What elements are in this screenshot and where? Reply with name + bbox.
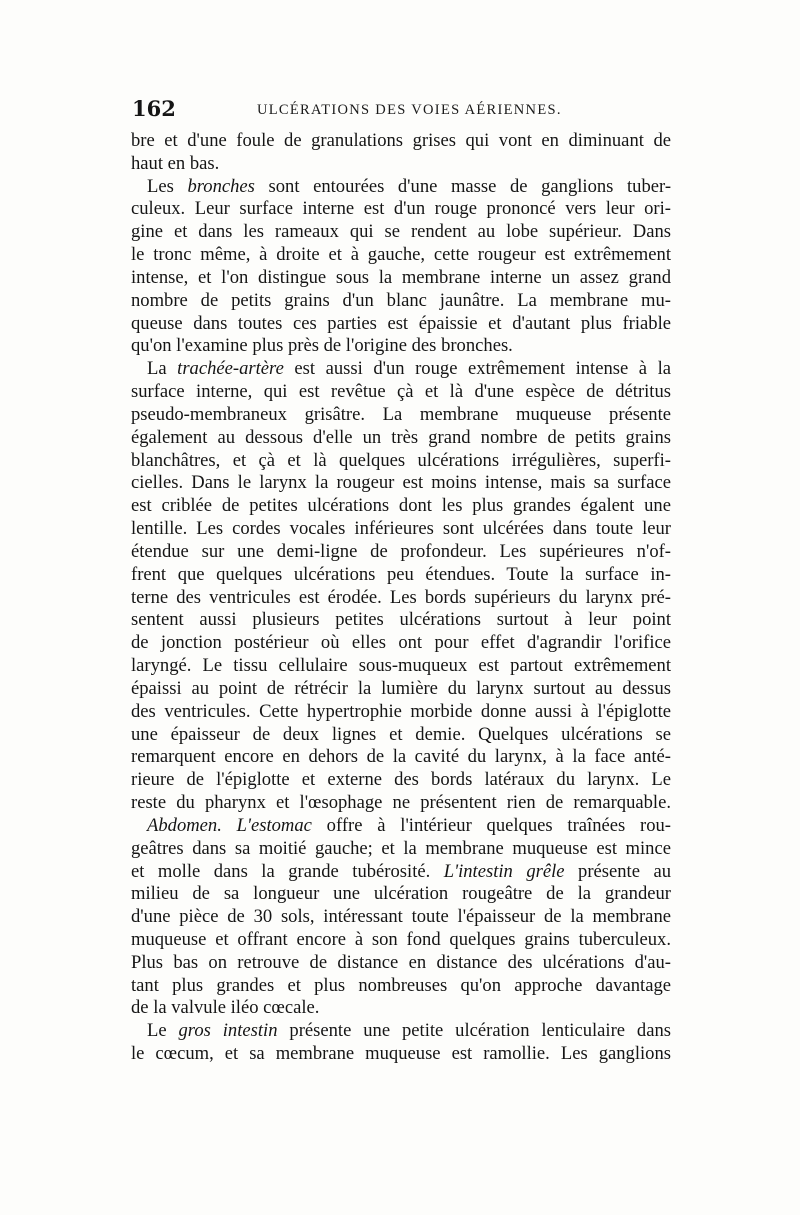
text-line: étendue sur une demi-ligne de profondeur. Les supérieures n'of- [131,540,671,562]
text-line: sentent aussi plusieurs petites ulcérations surtout à leur point [131,609,671,631]
italic-term: L'intestin grêle [443,860,565,882]
text-line: gine et dans les rameaux qui se rendent au lobe supérieur. Dans [131,221,671,243]
text-line: reste du pharynx et l'œsophage ne présentent rien de remarquable. [131,792,671,814]
text-line: terne des ventricules est érodée. Les bords supérieurs du larynx pré- [131,586,671,608]
text-line: lentille. Les cordes vocales inférieures sont ulcérées dans toute leur [131,518,671,540]
text-line: surface interne, qui est revêtue çà et là d'une espèce de détritus [131,381,671,403]
text-line: de jonction postérieur où elles ont pour effet d'agrandir l'orifice [131,632,671,654]
text-line: Abdomen. L'estomac offre à l'intérieur quelques traînées rou- [147,814,671,836]
body-text [131,130,671,1066]
text-line: milieu de sa longueur une ulcération rougeâtre de la grandeur [131,883,671,905]
text-line: culeux. Leur surface interne est d'un rouge prononcé vers leur ori- [131,198,671,220]
text-line: haut en bas. [131,152,220,174]
text-line: Les bronches sont entourées d'une masse de ganglions tuber- [147,175,672,197]
italic-term: trachée-artère [177,358,284,380]
text-line: des ventricules. Cette hypertrophie morbide donne aussi à l'épiglotte [131,700,671,722]
text-line: et molle dans la grande tubérosité. L'intestin grêle présente au [131,860,672,882]
text-line: pseudo-membraneux grisâtre. La membrane muqueuse présente [131,403,671,425]
text-line: bre et d'une foule de granulations grises qui vont en diminuant de [131,130,671,151]
running-title: ULCÉRATIONS DES VOIES AÉRIENNES. [257,102,562,118]
italic-term: bronches [187,175,255,197]
text-line: frent que quelques ulcérations peu étendues. Toute la surface in- [131,563,671,585]
text-line: une épaisseur de deux lignes et demie. Quelques ulcérations se [131,723,671,745]
text-line: le cœcum, et sa membrane muqueuse est ramollie. Les ganglions [131,1043,671,1065]
text-line: Plus bas on retrouve de distance en distance des ulcérations d'au- [131,951,671,973]
text-line: queuse dans toutes ces parties est épaissie et d'autant plus friable [131,312,671,334]
text-line: remarquent encore en dehors de la cavité du larynx, à la face anté- [131,746,671,768]
text-line: de la valvule iléo cœcale. [131,997,320,1019]
text-line: cielles. Dans le larynx la rougeur est moins intense, mais sa surface [131,472,671,494]
italic-term: Abdomen. L'estomac [147,814,312,836]
text-line: épaissi au point de rétrécir la lumière du larynx surtout au dessus [131,677,671,699]
text-line: tant plus grandes et plus nombreuses qu'on approche davantage [131,974,671,996]
italic-term: gros intestin [178,1020,278,1042]
text-line: geâtres dans sa moitié gauche; et la membrane muqueuse est mince [131,837,671,859]
text-line: le tronc même, à droite et à gauche, cette rougeur est extrêmement [131,244,671,266]
text-line: nombre de petits grains d'un blanc jaunâtre. La membrane mu- [131,289,671,311]
text-line: également au dessous d'elle un très grand nombre de petits grains [131,426,671,448]
text-line: La trachée-artère est aussi d'un rouge extrêmement intense à la [147,358,671,380]
text-line: rieure de l'épiglotte et externe des bords latéraux du larynx. Le [131,769,671,791]
text-line: intense, et l'on distingue sous la membrane interne un assez grand [131,266,671,288]
page-header [132,96,672,126]
text-line: muqueuse et offrant encore à son fond quelques grains tuberculeux. [131,928,671,950]
text-line: laryngé. Le tissu cellulaire sous-muqueux est partout extrêmement [131,655,671,677]
text-line: d'une pièce de 30 sols, intéressant toute l'épaisseur de la membrane [131,906,671,928]
text-line: est criblée de petites ulcérations dont les plus grandes égalent une [131,495,671,517]
text-line: Le gros intestin présente une petite ulcération lenticulaire dans [147,1020,671,1042]
page-number: 162 [132,96,176,121]
text-line: qu'on l'examine plus près de l'origine des bronches. [131,335,513,357]
text-line: blanchâtres, et çà et là quelques ulcérations irrégulières, superfi- [131,449,671,471]
